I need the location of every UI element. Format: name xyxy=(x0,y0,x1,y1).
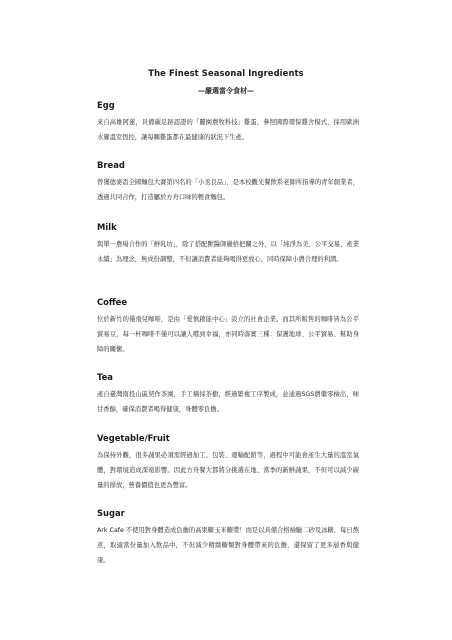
section-heading: Sugar xyxy=(97,508,125,518)
section-vegetable-fruit xyxy=(97,433,359,493)
section-text: 曾獲德麥盃全國麵包大賽第四名的「小丞良品」，是本校觀光餐飲系老師所指導的青年創業者，透過共同合作，打造屬於方舟口味的輕食麵包。 xyxy=(97,179,359,201)
section-coffee xyxy=(97,297,359,357)
section-heading: Vegetable/Fruit xyxy=(97,433,170,443)
section-text: 產自臺灣南投山區契作茶園，手工摘採茶樹，經過繁複工序製成，並通過SGS農藥零檢出，味甘香醇，確保消費者喝得健康，身體零負擔。 xyxy=(97,391,359,413)
section-heading: Bread xyxy=(97,160,125,170)
document-title: The Finest Seasonal Ingredients xyxy=(148,68,304,78)
section-sugar xyxy=(97,508,359,568)
section-heading: Egg xyxy=(97,100,115,110)
document-subtitle: —嚴選當令食材— xyxy=(198,87,254,95)
section-heading: Milk xyxy=(97,222,117,232)
section-egg xyxy=(97,100,359,145)
section-tea xyxy=(97,372,359,417)
section-heading: Coffee xyxy=(97,297,128,307)
section-heading: Tea xyxy=(97,372,113,382)
section-text: 與單一農場合作的「鮮乳坊」，除了搭配獸醫師嚴格把關之外，以「純淨為美、公平交易、產業永續」為理念，無成份調整，不但讓消費者能夠喝得更放心，同時保障小農合理的利潤。 xyxy=(97,241,359,263)
section-text: 位於新竹的僅飛兒咖啡，是由「愛慎啟能中心」設立的社會企業。而其所販售的咖啡皆為公平貿易豆，每一杯咖啡不僅可以讓人嚐到幸福，亦同時落實三種：保護地球、公平貿易、幫助身障的關懷。 xyxy=(97,316,359,353)
section-text: Ark Cafe 不使用對身體造成負擔的高果糖玉米糖漿！而是以具備合格檢驗二砂及冰糖，每日熬煮，取適當份量加入飲品中，不但減少精緻糖類對身體帶來的負擔，還保留了更多層香與健康。 xyxy=(97,527,359,564)
section-text: 為保持外觀，很多蔬果必須需經過加工、包裝、運輸配銷等，過程中可能會產生大量的溫室氣體，對環境造成深遠影響。因此方舟餐大都將分挑選在地、當季的新鮮蔬果，不但可以減少碳量的排放，營養價值也更為豐富。 xyxy=(97,452,359,489)
section-bread xyxy=(97,160,359,205)
section-milk xyxy=(97,222,359,267)
section-text: 來自高雄阿蓮，具備碳足跡認證的「麗園農牧科技」雞蛋，參照國際環保雞舍模式，採用歐洲水簾溫室恆控，讓每顆雞蛋都在最健康的狀況下生產。 xyxy=(97,119,359,141)
